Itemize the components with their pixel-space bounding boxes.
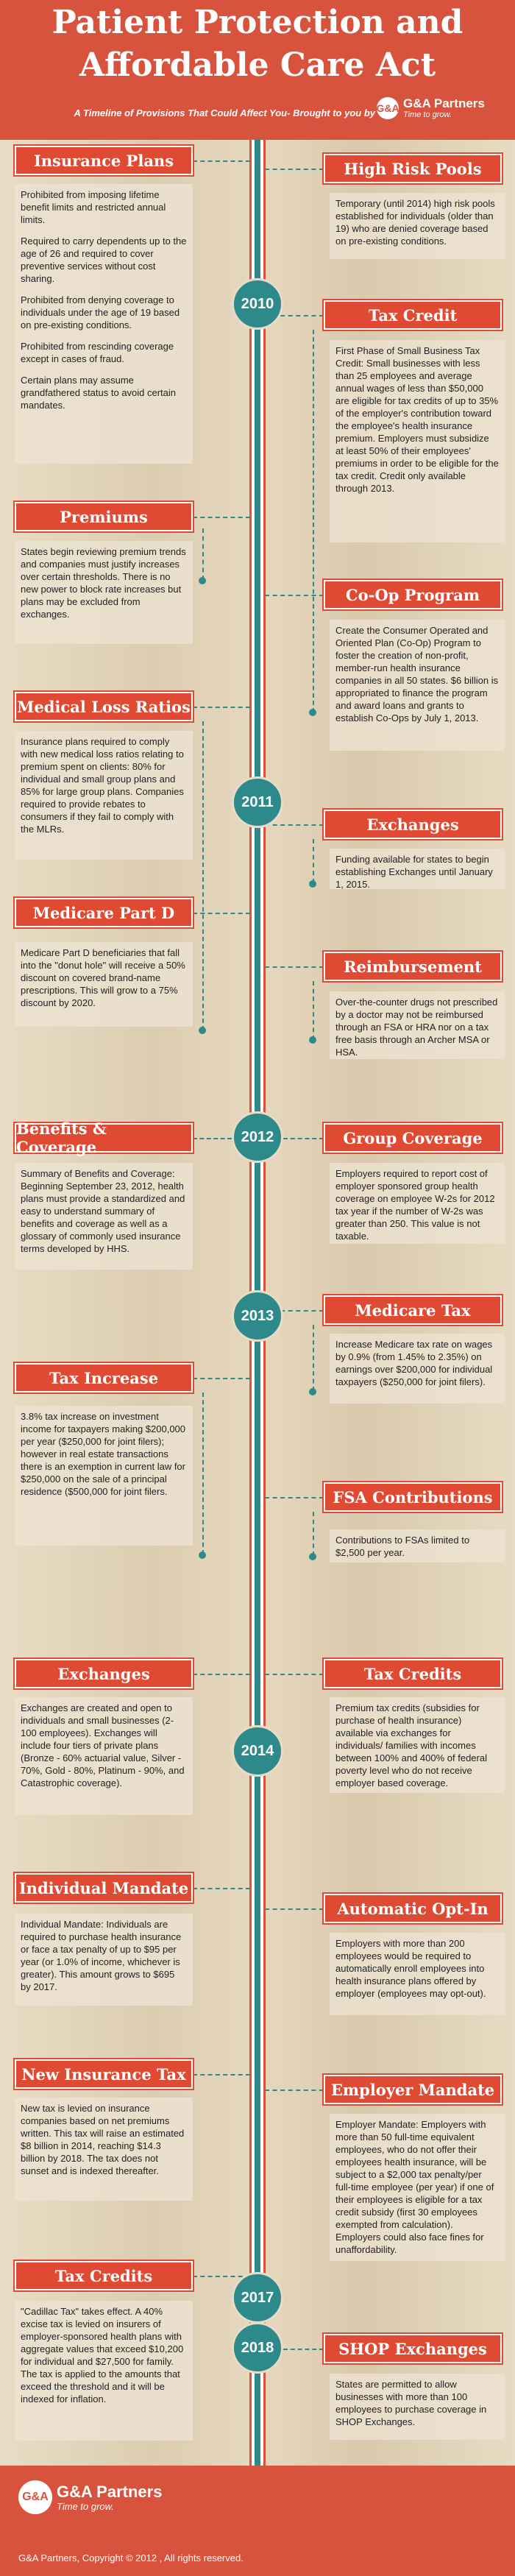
- connector: [283, 2349, 324, 2350]
- card-body: Create the Consumer Operated and Oriented Plan (Co-Op) Program to foster the creation of non-profit, member-run health insurance companies in all 50 states. $6 billion is appropriated to finance the program and award loans and grants to establish Co-Ops by July 1, 2013.: [330, 620, 505, 751]
- card-body: States are permitted to allow businesses with more than 100 employees to purchase coverage in SHOP Exchanges.: [330, 2374, 505, 2440]
- card-title: Reimbursement: [324, 952, 502, 981]
- card-body: Individual Mandate: Individuals are required to purchase health insurance or face a tax penalty of up to $95 per year (or 1.0% of income, whichever is greater). This amount grows to $695 by 2017.: [15, 1914, 193, 2006]
- card-title: Exchanges: [324, 810, 502, 839]
- logo-tagline: Time to grow.: [403, 110, 452, 119]
- connector: [265, 2090, 324, 2091]
- card-body: 3.8% tax increase on investment income for taxpayers making $200,000 per year ($250,000 for joint filers); however in real estate transactions there is an exemption in current law for $250,000 on the sale of a principal residence ($500,000 for joint filers.: [15, 1406, 193, 1546]
- card-paragraph: Prohibited from imposing lifetime benefit limits and restricted annual limits.: [21, 189, 166, 225]
- connector: [202, 528, 204, 580]
- card-title: Benefits & Coverage: [15, 1123, 193, 1153]
- card-body: Employer Mandate: Employers with more than 50 full-time equivalent employees, who do not offer their employees health insurance, will be subject to a $2,000 tax penalty/per full-time employee (per year) if one of their employees is eligible for a tax credit subsidy (first 30 employees exempted from calculation). Employers could also face fines for unaffordability.: [330, 2114, 505, 2261]
- logo-name: G&A Partners: [403, 96, 485, 110]
- connector: [265, 824, 324, 826]
- card-body: First Phase of Small Business Tax Credit: Small businesses with less than 25 employees and average annual wages of less than $50,000 are eligible for tax credits of up to 35% of the employer's contribution toward the employee's health insurance premium. Employers must subsidize at least 50% of their employees' premiums in order to be eligible for the tax credit. Credit only available through 2013.: [330, 340, 505, 542]
- connector: [265, 1674, 324, 1675]
- connector: [265, 169, 324, 170]
- header: [0, 0, 515, 140]
- card-body: Exchanges are created and open to individuals and small businesses (2-100 employees). Exchanges will include four tiers of private plans (Bronze - 60% actuarial value, Silver - 70%, Gold - 80%, Platinum - 90%, and Catastrophic coverage).: [15, 1697, 193, 1815]
- card-body: States begin reviewing premium trends and companies must justify increases over certain thresholds. There is no new power to block rate increases but plans may be excluded from exchanges.: [15, 541, 193, 644]
- card-body: "Cadillac Tax" takes effect. A 40% excise tax is levied on insurers of employer-sponsored health plans with aggregate values that exceed $10,200 for individual and $27,500 for family. The tax is applied to the amounts that exceed the threshold and it will be indexed for inflation.: [15, 2301, 193, 2441]
- card-body: Temporary (until 2014) high risk pools established for individuals (older than 19) who are denied coverage based on pre-existing conditions.: [330, 193, 505, 259]
- card-title: Tax Increase: [15, 1363, 193, 1393]
- connector: [313, 839, 314, 883]
- connector: [202, 721, 204, 1030]
- card-body: Over-the-counter drugs not prescribed by a doctor may not be reimbursed through an FSA or HRA nor on a tax free basis through an Archer MSA or HSA.: [330, 991, 505, 1059]
- connector: [313, 330, 314, 712]
- connector-dot: [309, 1553, 316, 1560]
- card-body: New tax is levied on insurance companies based on net premiums written. This tax will raise an estimated $8 billion in 2014, reaching $14.3 billion by 2018. The tax does not sunset and is indexed thereafter.: [15, 2098, 193, 2201]
- connector-dot: [199, 1027, 206, 1034]
- year-marker: 2017: [232, 2272, 283, 2324]
- card-body: Employers with more than 200 employees would be required to automatically enroll employees into health insurance plans offered by employer (employees may opt-out).: [330, 1933, 505, 2015]
- card-title: Tax Credit: [324, 300, 502, 330]
- subtitle: A Timeline of Provisions That Could Affect You- Brought to you by: [74, 107, 375, 118]
- connector: [193, 160, 250, 162]
- logo-badge-icon: G&A: [18, 2480, 52, 2514]
- card-title: Employer Mandate: [324, 2075, 502, 2104]
- card-paragraph: Certain plans may assume grandfathered status to avoid certain mandates.: [21, 375, 177, 411]
- card-body: Funding available for states to begin establishing Exchanges until January 1, 2015.: [330, 849, 505, 889]
- connector: [193, 707, 250, 708]
- card-title: Medicare Tax: [324, 1295, 502, 1325]
- card-title: Exchanges: [15, 1659, 193, 1688]
- connector: [193, 2074, 250, 2076]
- card-paragraph: Prohibited from denying coverage to individuals under the age of 19 based on pre-existing conditions.: [21, 294, 180, 330]
- connector: [265, 966, 324, 968]
- year-marker: 2013: [232, 1290, 283, 1342]
- connector-dot: [309, 1036, 316, 1044]
- title-line-2: Affordable Care Act: [79, 46, 436, 84]
- year-marker: 2018: [232, 2322, 283, 2374]
- card-title: Individual Mandate: [15, 1873, 193, 1903]
- connector: [193, 913, 250, 914]
- connector: [283, 1138, 324, 1139]
- card-title: Tax Credits: [324, 1659, 502, 1688]
- card-body: Medicare Part D beneficiaries that fall into the "donut hole" will receive a 50% discount on covered brand-name prescriptions. This will grow to a 75% discount by 2020.: [15, 942, 193, 1027]
- connector: [313, 981, 314, 1040]
- card-paragraph: Prohibited from rescinding coverage except in cases of fraud.: [21, 341, 174, 364]
- card-title: Co-Op Program: [324, 580, 502, 609]
- card-title: New Insurance Tax: [15, 2059, 193, 2089]
- connector: [193, 1378, 250, 1379]
- year-marker: 2012: [232, 1111, 283, 1163]
- card-title: SHOP Exchanges: [324, 2334, 502, 2363]
- copyright: G&A Partners, Copyright © 2012 , All rights reserved.: [18, 2552, 244, 2563]
- connector-dot: [199, 1551, 206, 1559]
- footer: [0, 2466, 515, 2576]
- card-body: Contributions to FSAs limited to $2,500 per year.: [330, 1529, 505, 1563]
- card-body: Premium tax credits (subsidies for purchase of health insurance) available via exchanges for individuals/ families with incomes between 100% and 400% of federal poverty level who do not receive employer based coverage.: [330, 1697, 505, 1793]
- logo-tagline: Time to grow.: [57, 2500, 114, 2512]
- logo-name: G&A Partners: [57, 2482, 163, 2501]
- card-body: [15, 184, 193, 464]
- card-title: Automatic Opt-In: [324, 1894, 502, 1923]
- card-body: Summary of Benefits and Coverage: Beginning September 23, 2012, health plans must provide a standardized and easy to understand summary of benefits and coverage as well as a glossary of commonly used insurance terms developed by HHS.: [15, 1163, 193, 1270]
- connector: [193, 1674, 250, 1675]
- card-title: Insurance Plans: [15, 146, 193, 175]
- connector: [202, 1393, 204, 1554]
- card-body: Employers required to report cost of employer sponsored group health coverage on employee W-2s for 2012 tax year if the number of W-2s was greater than 250. This value is not taxable.: [330, 1163, 505, 1244]
- connector: [193, 517, 250, 518]
- year-marker: 2010: [232, 278, 283, 330]
- card-title: Medicare Part D: [15, 898, 193, 927]
- connector: [313, 1325, 314, 1391]
- year-marker: 2011: [232, 776, 283, 828]
- connector-dot: [309, 709, 316, 716]
- card-title: Medical Loss Ratios: [15, 692, 193, 721]
- footer-logo: [18, 2480, 162, 2514]
- connector: [313, 1512, 314, 1556]
- title-line-1: Patient Protection and: [52, 4, 464, 41]
- card-body: Insurance plans required to comply with new medical loss ratios relating to premium spent on clients: 80% for individual and small group plans and 85% for large group plans. Companies required to provide rebates to consumers if they fail to comply with the MLRs.: [15, 731, 193, 860]
- card-body: Increase Medicare tax rate on wages by 0.9% (from 1.45% to 2.35%) on earnings over $200,000 for individual taxpayers ($250,000 for joint filers).: [330, 1334, 505, 1404]
- connector-dot: [309, 880, 316, 888]
- card-title: FSA Contributions: [324, 1482, 502, 1512]
- card-paragraph: Required to carry dependents up to the age of 26 and required to cover preventive services without cost sharing.: [21, 236, 187, 284]
- connector: [265, 1497, 324, 1498]
- connector-dot: [309, 1388, 316, 1395]
- connector: [193, 1888, 250, 1889]
- card-title: Premiums: [15, 502, 193, 531]
- card-title: Group Coverage: [324, 1123, 502, 1153]
- logo-badge-icon: G&A: [377, 97, 399, 119]
- year-marker: 2014: [232, 1725, 283, 1777]
- connector: [193, 1138, 232, 1139]
- connector: [265, 1908, 324, 1910]
- card-title: Tax Credits: [15, 2261, 193, 2290]
- card-title: High Risk Pools: [324, 154, 502, 183]
- connector-dot: [199, 577, 206, 584]
- connector: [265, 595, 324, 596]
- header-logo: [377, 97, 485, 119]
